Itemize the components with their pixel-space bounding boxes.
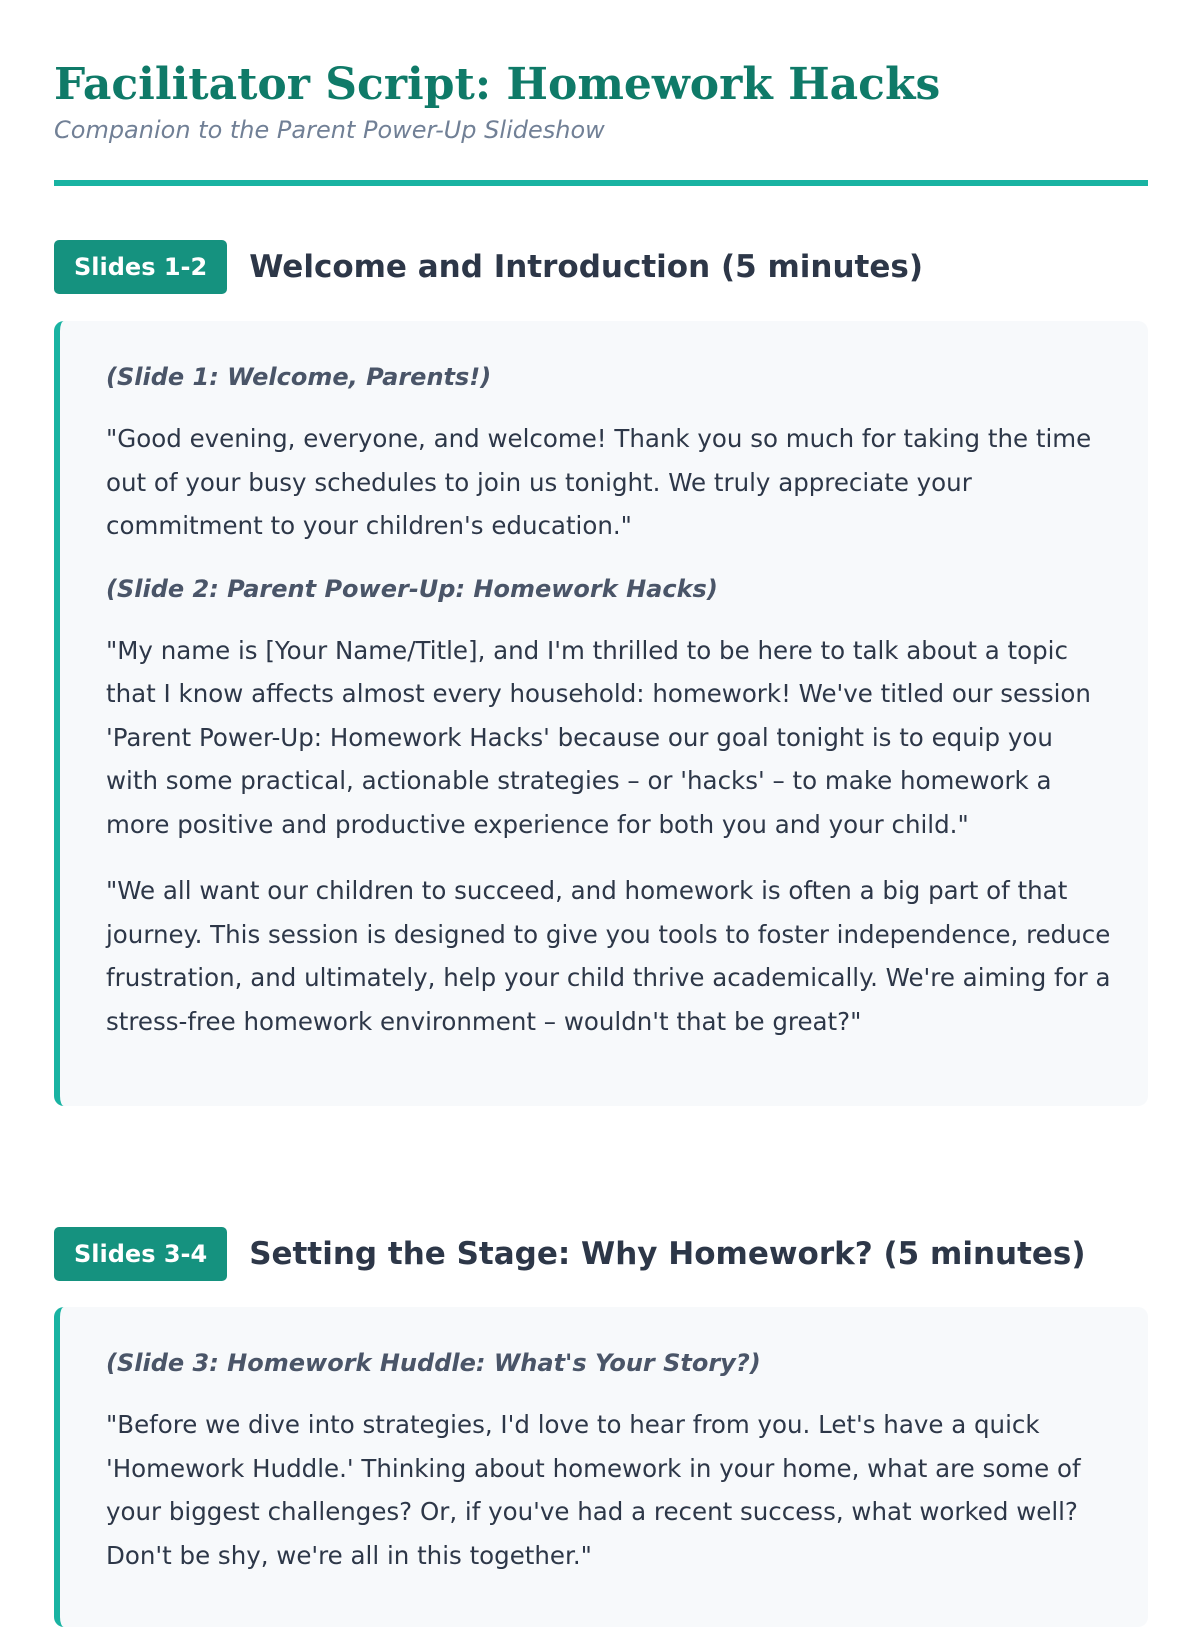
- slides-badge: Slides 1-2: [54, 240, 227, 294]
- page-subtitle: Companion to the Parent Power-Up Slideshow: [54, 116, 605, 144]
- script-card-slides-1-2: [54, 321, 1148, 1106]
- page-title: Facilitator Script: Homework Hacks: [54, 59, 941, 110]
- slide-note: (Slide 3: Homework Huddle: What's Your Story?): [106, 1349, 761, 1377]
- script-card-slides-3-4: [54, 1307, 1148, 1627]
- script-paragraph: "Before we dive into strategies, I'd love to hear from you. Let's have a quick 'Homework Huddle.' Thinking about homework in your home, what are some of your biggest challenges? Or, if you've had a recent success, what worked well? Don't be shy, we're all in this together.": [106, 1410, 1081, 1570]
- document-page: [54, 0, 1148, 1570]
- header-divider: [54, 180, 1148, 186]
- slides-badge: Slides 3-4: [54, 1227, 227, 1281]
- section-header-slides-3-4: [54, 1227, 1086, 1281]
- section-header-slides-1-2: [54, 240, 923, 294]
- script-paragraph: "My name is [Your Name/Title], and I'm thrilled to be here to talk about a topic that I know affects almost every household: homework! We've titled our session 'Parent Power-Up: Homework Hacks' because our goal tonight is to equip you with some practical, actionable strategies – or 'hacks' – to make homework a more positive and productive experience for both you and your child.": [106, 635, 1091, 839]
- slide-note: (Slide 1: Welcome, Parents!): [106, 363, 492, 391]
- script-paragraph: "We all want our children to succeed, and homework is often a big part of that journey. This session is designed to give you tools to foster independence, reduce frustration, and ultimately, help your child thrive academically. We're aiming for a stress-free homework environment – wouldn't that be great?": [106, 876, 1111, 1036]
- slide-note: (Slide 2: Parent Power-Up: Homework Hacks): [106, 574, 718, 603]
- section-title: Welcome and Introduction (5 minutes): [249, 249, 924, 285]
- script-paragraph: "Good evening, everyone, and welcome! Thank you so much for taking the time out of your busy schedules to join us tonight. We truly appreciate your commitment to your children's education.": [106, 424, 1092, 540]
- section-title: Setting the Stage: Why Homework? (5 minutes): [249, 1236, 1086, 1272]
